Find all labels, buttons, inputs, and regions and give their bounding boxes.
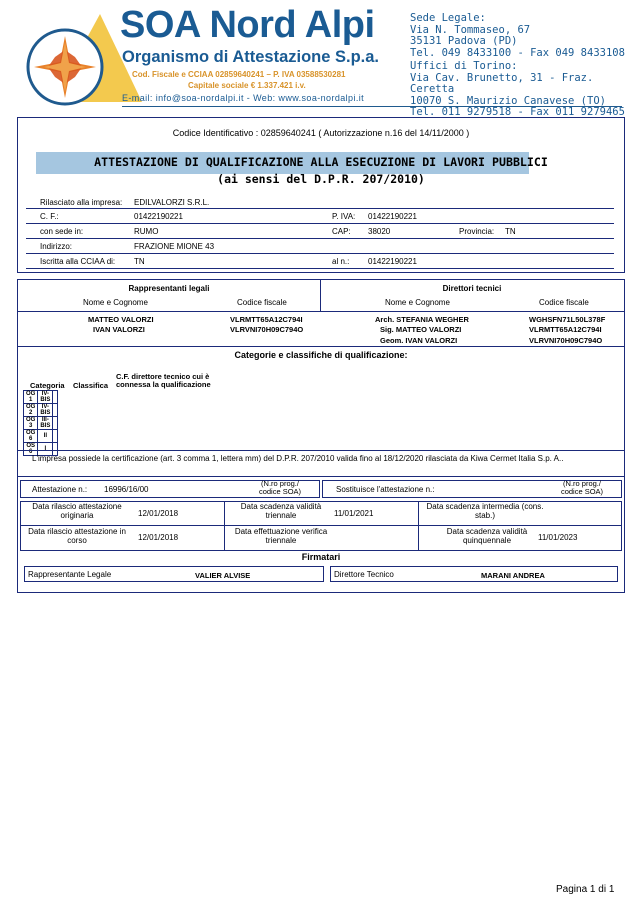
- prog-note-line: codice SOA): [258, 487, 302, 496]
- province-label: Provincia:: [459, 227, 495, 236]
- legal-rep-code: VLRMTT65A12C794I: [230, 315, 303, 324]
- tech-director-code: VLRVNI70H09C794O: [529, 336, 603, 345]
- header-divider: [122, 106, 622, 107]
- current-issue-label: Data rilascio attestazione in corso: [28, 527, 126, 545]
- category-cell: OG 6: [24, 430, 38, 443]
- legal-office-line: Tel. 049 8433100 - Fax 049 8433108: [410, 46, 625, 59]
- cf-col-header: C.F. direttore tecnico cui è connessa la qualificazione: [116, 372, 211, 389]
- triennial-expiry-label: Data scadenza validità triennale: [240, 502, 322, 520]
- category-cell: OG 2: [24, 404, 38, 417]
- row-divider: [26, 238, 614, 239]
- row-divider: [26, 268, 614, 269]
- seat-value: RUMO: [134, 227, 159, 236]
- cert-bottom-divider: [18, 476, 624, 477]
- issued-value: EDILVALORZI S.R.L.: [134, 198, 210, 207]
- turin-office: [410, 61, 641, 119]
- legal-rep-name: MATTEO VALORZI: [88, 315, 154, 324]
- intermediate-expiry-label: Data scadenza intermedia (cons. stab.): [426, 502, 544, 520]
- legal-office: [410, 13, 625, 59]
- legal-code-header: Codice fiscale: [237, 298, 287, 307]
- triennial-expiry-value: 11/01/2021: [334, 509, 374, 518]
- class-cell: II: [38, 430, 53, 443]
- cf-value: 01422190221: [134, 212, 183, 221]
- category-cell: OG 1: [24, 391, 38, 404]
- tech-director-name: Sig. MATTEO VALORZI: [380, 325, 462, 334]
- cf-cell: [53, 391, 58, 404]
- contacts: E-mail: info@soa-nordalpi.it - Web: www.soa-nordalpi.it: [122, 93, 365, 103]
- legal-office-line: 35131 Padova (PD): [410, 35, 518, 47]
- certification-text: L'impresa possiede la certificazione (art. 3 comma 1, lettera mm) del D.P.R. 207/2010 valida fino al 18/12/2020 rilasciata da Kiwa Cermet Italia S.p. A..: [32, 454, 564, 463]
- signers-title: Firmatari: [301, 552, 341, 562]
- document-subtitle: (ai sensi del D.P.R. 207/2010): [217, 172, 425, 186]
- class-cell: IV-BIS: [38, 404, 53, 417]
- row-divider: [26, 223, 614, 224]
- tech-signer-name: MARANI ANDREA: [481, 571, 545, 580]
- attestation-label: Attestazione n.:: [32, 485, 88, 494]
- cap-value: 38020: [368, 227, 391, 236]
- prog-note: [552, 480, 612, 496]
- dates-grid-divider: [224, 501, 225, 551]
- legal-name-header: Nome e Cognome: [83, 298, 148, 307]
- turin-office-line: Tel. 011 9279518 - Fax 011 9279465: [410, 106, 625, 118]
- identification-section: [17, 117, 625, 273]
- brand-subtitle: Organismo di Attestazione S.p.a.: [122, 48, 380, 66]
- legal-office-title: Sede Legale:: [410, 12, 486, 24]
- cf-cell: [53, 430, 58, 443]
- cciaa-label: Iscritta alla CCIAA di:: [40, 257, 116, 266]
- table-row: [24, 391, 58, 404]
- tech-code-header: Codice fiscale: [539, 298, 589, 307]
- piva-label: P. IVA:: [332, 212, 356, 221]
- tech-name-header: Nome e Cognome: [385, 298, 450, 307]
- class-cell: III-BIS: [38, 417, 53, 430]
- cf-label: C. F.:: [40, 212, 59, 221]
- triennial-check-label: Data effettuazione verifica triennale: [234, 527, 328, 545]
- register-number-value: 01422190221: [368, 257, 417, 266]
- reps-bottom-divider: [18, 346, 624, 347]
- cf-cell: [53, 404, 58, 417]
- legal-office-line: Via N. Tommaseo, 67: [410, 23, 531, 36]
- row-divider: [26, 253, 614, 254]
- substitution-label: Sostituisce l'attestazione n.:: [336, 485, 435, 494]
- issued-label: Rilasciato alla impresa:: [40, 198, 123, 207]
- categories-title: Categorie e classifiche di qualificazione:: [234, 350, 408, 360]
- class-cell: IV-BIS: [38, 391, 53, 404]
- reps-header-divider: [18, 311, 624, 312]
- legal-signer-name: VALIER ALVISE: [195, 571, 251, 580]
- tech-signer-label: Direttore Tecnico: [334, 570, 394, 579]
- cf-cell: [53, 417, 58, 430]
- code-line: Codice Identificativo : 02859640241 ( Autorizzazione n.16 del 14/11/2000 ): [172, 128, 470, 138]
- address-label: Indirizzo:: [40, 242, 73, 251]
- quinquennial-expiry-label: Data scadenza validità quinquennale: [446, 527, 528, 545]
- class-col-header: Classifica: [73, 381, 109, 390]
- table-row: [24, 404, 58, 417]
- address-value: FRAZIONE MIONE 43: [134, 242, 215, 251]
- category-col-header: Categoria: [30, 381, 65, 390]
- page-number: Pagina 1 di 1: [556, 884, 615, 895]
- qualification-section: [17, 279, 625, 593]
- tech-directors-title: Direttori tecnici: [442, 284, 502, 293]
- fiscal-info: Cod. Fiscale e CCIAA 02859640241 – P. IVA 03588530281: [132, 70, 346, 79]
- tech-director-name: Geom. IVAN VALORZI: [380, 336, 458, 345]
- prog-note: [250, 480, 310, 496]
- category-cell: OS 6: [24, 443, 38, 456]
- legal-rep-name: IVAN VALORZI: [93, 325, 145, 334]
- piva-value: 01422190221: [368, 212, 417, 221]
- seat-label: con sede in:: [40, 227, 84, 236]
- table-row: [24, 417, 58, 430]
- table-row: [24, 430, 58, 443]
- cciaa-value: TN: [134, 257, 145, 266]
- tech-director-code: WGHSFN71L50L378F: [529, 315, 606, 324]
- tech-director-code: VLRMTT65A12C794I: [529, 325, 602, 334]
- category-cell: OG 3: [24, 417, 38, 430]
- province-value: TN: [505, 227, 516, 236]
- prog-note-line: (N.ro prog./: [261, 479, 299, 488]
- turin-office-line: Via Cav. Brunetto, 31 - Fraz. Ceretta: [410, 71, 594, 95]
- dates-grid-divider: [20, 525, 622, 526]
- dates-grid-divider: [418, 501, 419, 551]
- cap-label: CAP:: [332, 227, 351, 236]
- class-cell: I: [38, 443, 53, 456]
- original-issue-label: Data rilascio attestazione originaria: [32, 502, 122, 520]
- letterhead: [0, 0, 641, 118]
- categories-grid: [23, 390, 58, 456]
- current-issue-value: 12/01/2018: [138, 533, 179, 542]
- prog-note-line: codice SOA): [560, 487, 604, 496]
- legal-reps-title: Rappresentanti legali: [128, 284, 210, 293]
- capital-info: Capitale sociale € 1.337.421 i.v.: [188, 81, 306, 90]
- turin-office-line: 10070 S. Maurizio Canavese (TO): [410, 94, 606, 107]
- brand-name: SOA Nord Alpi: [120, 4, 375, 46]
- turin-office-title: Uffici di Torino:: [410, 60, 518, 72]
- document-title: ATTESTAZIONE DI QUALIFICAZIONE ALLA ESECUZIONE DI LAVORI PUBBLICI: [94, 155, 548, 169]
- categories-bottom-divider: [18, 450, 624, 451]
- legal-signer-label: Rappresentante Legale: [28, 570, 112, 579]
- tech-director-name: Arch. STEFANIA WEGHER: [375, 315, 469, 324]
- original-issue-value: 12/01/2018: [138, 509, 179, 518]
- legal-rep-code: VLRVNI70H09C794O: [230, 325, 304, 334]
- attestation-value: 16996/16/00: [104, 485, 149, 494]
- quinquennial-expiry-value: 11/01/2023: [538, 533, 578, 542]
- row-divider: [26, 208, 614, 209]
- prog-note-line: (N.ro prog./: [563, 479, 601, 488]
- register-number-label: al n.:: [332, 257, 350, 266]
